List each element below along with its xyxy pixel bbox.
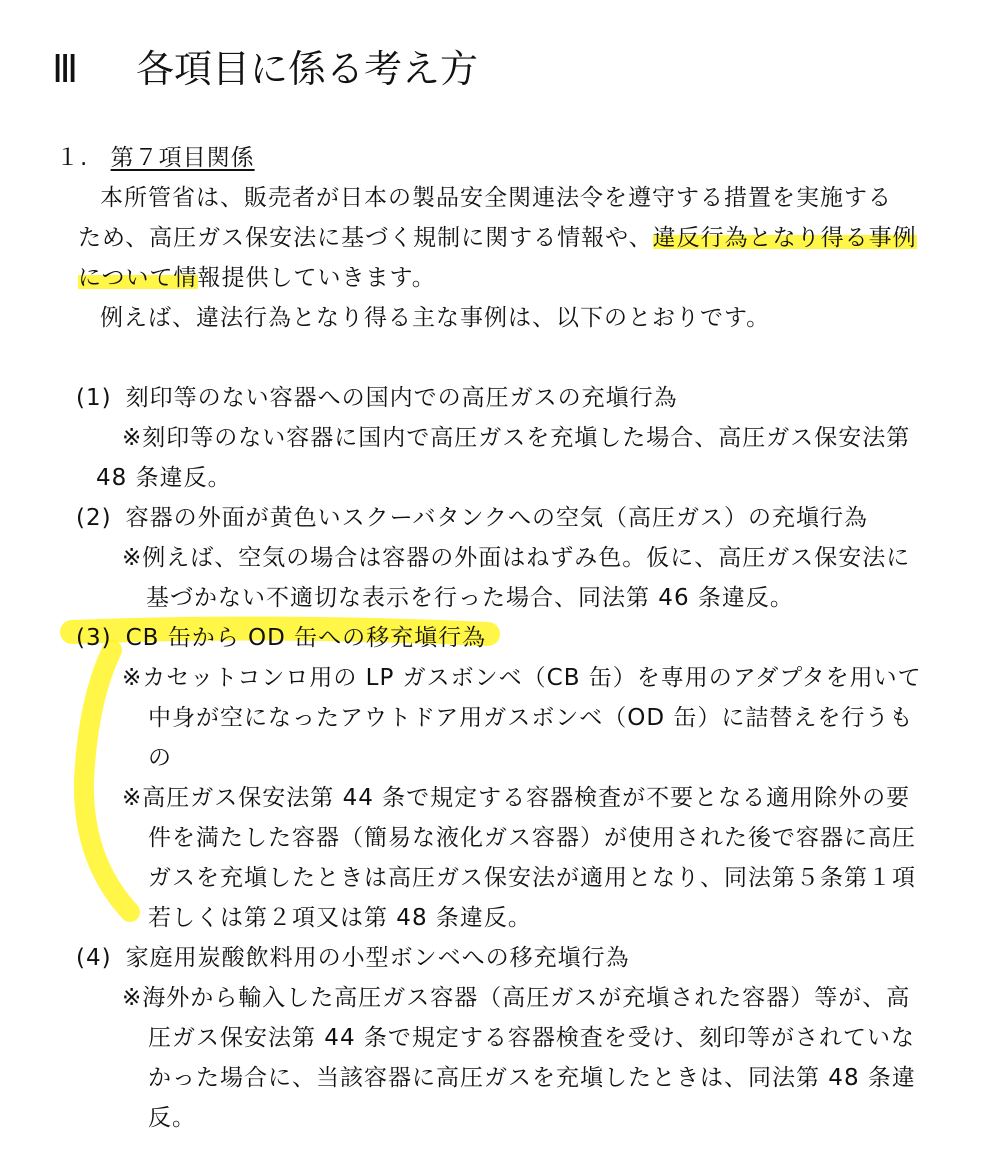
list-item-title <box>76 382 678 414</box>
note-line: 反。 <box>148 1105 196 1131</box>
note-line: ※海外から輸入した高圧ガス容器（高圧ガスが充塡された容器）等が、高 <box>122 985 911 1011</box>
list-item-title <box>76 622 486 654</box>
section-heading-text: 第７項目関係 <box>110 145 255 171</box>
note-line: 圧ガス保安法第 44 条で規定する容器検査を受け、刻印等がされていな <box>148 1025 915 1051</box>
list-item-label: (1) <box>76 385 112 411</box>
list-item-title <box>76 942 630 974</box>
paragraph-text: ため、高圧ガス保安法に基づく規制に関する情報や、 <box>78 225 653 251</box>
paragraph-line: 例えば、違法行為となり得る主な事例は、以下のとおりです。 <box>100 305 771 331</box>
note-line: ※例えば、空気の場合は容器の外面はねずみ色。仮に、高圧ガス保安法に <box>122 545 911 571</box>
note-line: 若しくは第２項又は第 48 条違反。 <box>148 905 532 931</box>
list-item-title-text: 家庭用炭酸飲料用の小型ボンベへの移充塡行為 <box>125 945 630 971</box>
note-line: ※高圧ガス保安法第 44 条で規定する容器検査が不要となる適用除外の要 <box>122 785 911 811</box>
note-line: かった場合に、当該容器に高圧ガスを充塡したときは、同法第 48 条違 <box>148 1065 916 1091</box>
note-line: ガスを充塡したときは高圧ガス保安法が適用となり、同法第５条第１項 <box>148 865 916 891</box>
note-line: 基づかない不適切な表示を行った場合、同法第 46 条違反。 <box>146 585 794 611</box>
list-item-label: (3) <box>76 625 112 651</box>
list-item-title-text: 刻印等のない容器への国内での高圧ガスの充塡行為 <box>125 385 678 411</box>
paragraph-line <box>78 222 917 254</box>
note-line: ※カセットコンロ用の LP ガスボンベ（CB 缶）を専用のアダプタを用いて <box>122 665 922 691</box>
page-title-numeral: Ⅲ <box>52 47 79 91</box>
page-title <box>52 44 478 94</box>
paragraph-line: 本所管省は、販売者が日本の製品安全関連法令を遵守する措置を実施する <box>100 185 892 211</box>
note-line: 件を満たした容器（簡易な液化ガス容器）が使用された後で容器に高圧 <box>148 825 916 851</box>
list-item-label: (4) <box>76 945 112 971</box>
highlighted-text: 違反行為となり得る事例 <box>652 225 917 251</box>
paragraph-text: 報提供していきます。 <box>197 265 436 291</box>
list-item-title-text: CB 缶から OD 缶への移充塡行為 <box>125 625 487 651</box>
note-line: ※刻印等のない容器に国内で高圧ガスを充塡した場合、高圧ガス保安法第 <box>122 425 911 451</box>
section-heading <box>56 142 255 174</box>
note-line: 中身が空になったアウトドア用ガスボンベ（OD 缶）に詰替えを行うも <box>148 705 914 731</box>
highlighted-text: について情 <box>78 265 198 291</box>
paragraph-line <box>78 262 436 294</box>
note-line: 48 条違反。 <box>96 465 232 491</box>
note-line: の <box>148 745 172 771</box>
page-title-text: 各項目に係る考え方 <box>136 47 479 91</box>
list-item-label: (2) <box>76 505 112 531</box>
list-item-title-text: 容器の外面が黄色いスクーバタンクへの空気（高圧ガス）の充塡行為 <box>125 505 868 531</box>
section-number: １. <box>56 145 89 171</box>
list-item-title <box>76 502 868 534</box>
